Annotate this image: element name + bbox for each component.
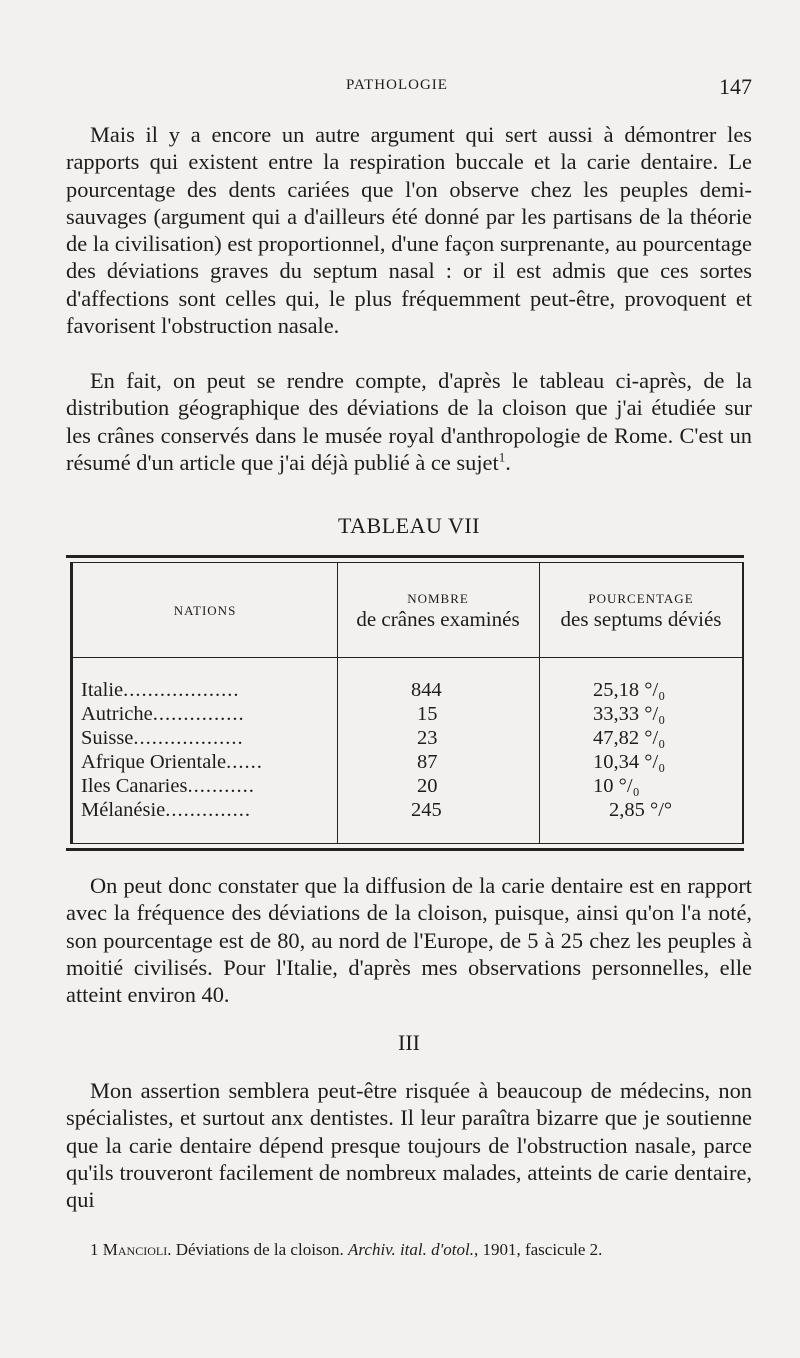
percent-cell: 47,82 °/₀ [593, 727, 666, 749]
footnote-author: Mancioli [102, 1240, 168, 1259]
header-rule [73, 657, 742, 658]
footnote-text-end: , 1901, fascicule 2. [473, 1240, 603, 1259]
nation-cell: Autriche............... [81, 703, 245, 725]
running-head: PATHOLOGIE [346, 77, 448, 93]
percent-cell: 25,18 °/₀ [593, 679, 666, 701]
paragraph-3: On peut donc constater que la diffusion de la carie dentaire est en rapport avec la fréquence des déviations de la cloison, puisque, ainsi qu'on l'a noté, son pourcentage est de 80, au nord de l'Europe, de 5 à 25 chez les peuples à moitié civilisés. Pour l'Italie, d'après mes observations personnelles, elle atteint environ 40. [66, 873, 752, 1008]
nation-cell: Suisse.................. [81, 727, 244, 749]
footnote-number: 1 [90, 1240, 99, 1259]
table-title: TABLEAU VII [337, 513, 481, 538]
paragraph-2-text: En fait, on peut se rendre compte, d'après le tableau ci-après, de la distribution géographique des déviations de la cloison que j'ai étudiée sur les crânes conservés dans le musée royal d'anthropologie de Rome. C'est un résumé d'un article que j'ai déjà publié à ce sujet [66, 368, 752, 475]
header-count-bottom: de crânes examinés [356, 607, 520, 631]
section-heading: III [398, 1030, 420, 1055]
count-cell: 844 [411, 679, 442, 701]
count-cell: 15 [417, 703, 438, 725]
count-cell: 87 [417, 751, 438, 773]
header-nations: NATIONS [173, 603, 237, 618]
percent-cell: 33,33 °/₀ [593, 703, 666, 725]
paragraph-4: Mon assertion semblera peut-être risquée à beaucoup de médecins, non spécialistes, et surtout anx dentistes. Il leur paraîtra bizarre que je soutienne que la carie dentaire dépend presque toujours de l'obstruction nasale, parce qu'ils trouveront facilement de nombreux malades, atteints de carie dentaire, qui [66, 1078, 752, 1213]
data-table [66, 555, 744, 851]
footnote-journal: Archiv. ital. d'otol. [348, 1240, 474, 1259]
nation-cell: Iles Canaries........... [81, 775, 255, 797]
header-count-top: NOMBRE [407, 591, 469, 606]
header-percent-top: POURCENTAGE [588, 591, 694, 606]
percent-cell: 2,85 °/° [609, 799, 673, 821]
page-number: 147 [719, 74, 752, 99]
footnote-text: . Déviations de la cloison. [167, 1240, 349, 1259]
paragraph-1: Mais il y a encore un autre argument qui sert aussi à démontrer les rapports qui existent entre la respiration buccale et la carie dentaire. Le pourcentage des dents cariées que l'on observe chez les peuples demi-sauvages (argument qui a d'ailleurs été donné par les partisans de la théorie de la civilisation) est proportionnel, d'une façon surprenante, au pourcentage des déviations graves du septum nasal : or il est admis que ces sortes d'affections sont celles qui, le plus fréquemment peut-être, provoquent et favorisent l'obstruction nasale. [66, 122, 752, 339]
count-cell: 245 [411, 799, 442, 821]
table-frame [70, 562, 744, 844]
header-percent-bottom: des septums déviés [560, 607, 722, 631]
nation-cell: Italie................... [81, 679, 240, 701]
nation-cell: Mélanésie.............. [81, 799, 251, 821]
footnote-reference[interactable]: 1 [498, 449, 506, 465]
percent-cell: 10 °/₀ [593, 775, 640, 797]
percent-cell: 10,34 °/₀ [593, 751, 666, 773]
paragraph-2: En fait, on peut se rendre compte, d'après le tableau ci-après, de la distribution géographique des déviations de la cloison que j'ai étudiée sur les crânes conservés dans le musée royal d'anthropologie de Rome. C'est un résumé d'un article que j'ai déjà publié à ce sujet$^1$. [66, 368, 752, 475]
footnote [66, 1237, 752, 1262]
count-cell: 20 [417, 775, 438, 797]
count-cell: 23 [417, 727, 438, 749]
nation-cell: Afrique Orientale...... [81, 751, 263, 773]
page-header [66, 74, 752, 104]
